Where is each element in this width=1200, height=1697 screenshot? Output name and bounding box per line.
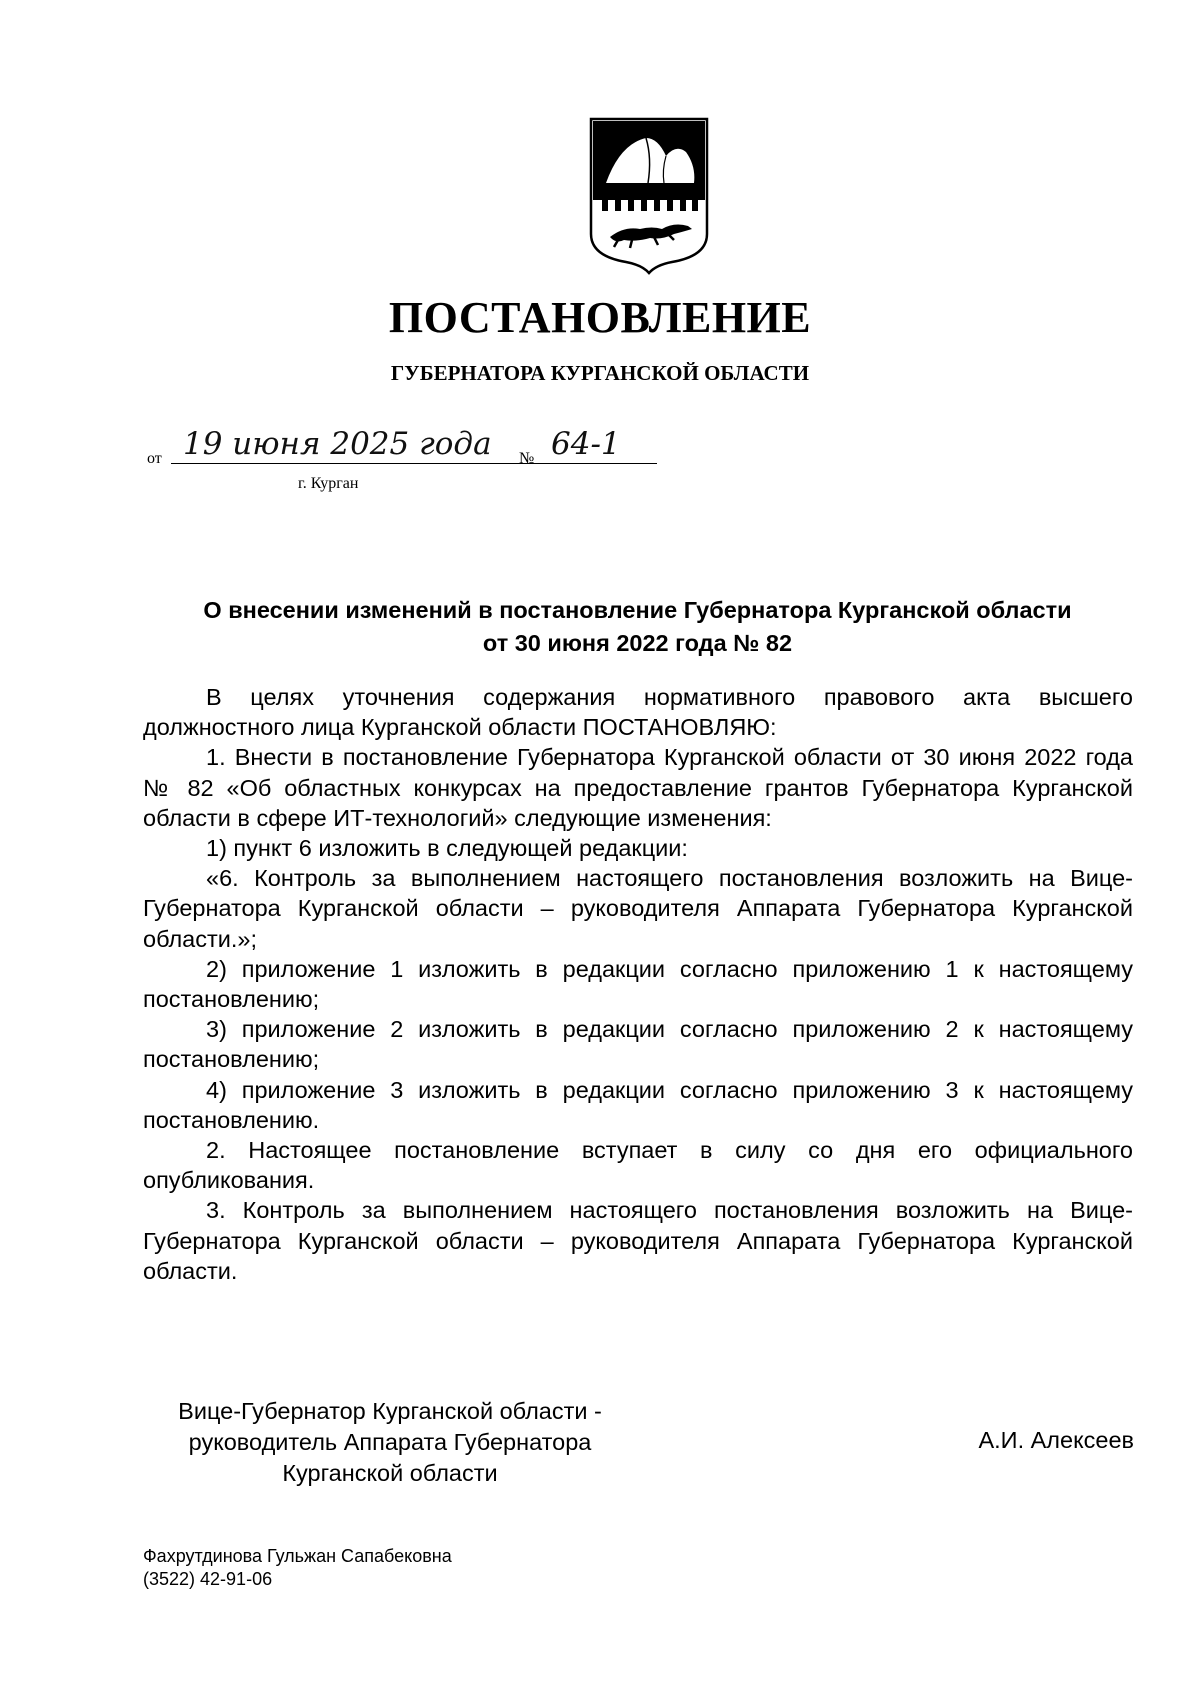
position-line-2: руководитель Аппарата Губернатора	[188, 1429, 592, 1455]
heading-line-2: от 30 июня 2022 года № 82	[482, 630, 793, 656]
document-heading	[140, 594, 1135, 660]
paragraph: 2. Настоящее постановление вступает в силу со дня его официального опубликования.	[143, 1137, 1133, 1194]
handwritten-number: 64-1	[551, 426, 621, 462]
paragraph: 1. Внести в постановление Губернатора Курганской области от 30 июня 2022 года № 82 «Об областных конкурсах на предоставление грантов Губернатора Курганской области в сфере ИТ-технологий» следующие изменения:	[143, 744, 1133, 831]
paragraph: «6. Контроль за выполнением настоящего постановления возложить на Вице-Губернатора Курганской области – руководителя Аппарата Губернатора Курганской области.»;	[143, 865, 1133, 952]
paragraph: В целях уточнения содержания нормативного правового акта высшего должностного лица Курганской области ПОСТАНОВЛЯЮ:	[143, 684, 1133, 741]
paragraph: 1) пункт 6 изложить в следующей редакции:	[206, 835, 688, 862]
signatory-name: А.И. Алексеев	[978, 1427, 1134, 1453]
position-line-3: Курганской области	[282, 1460, 498, 1486]
paragraph: 3. Контроль за выполнением настоящего постановления возложить на Вице-Губернатора Курганской области – руководителя Аппарата Губернатора Курганской области.	[143, 1197, 1133, 1284]
executor-info	[143, 1545, 452, 1591]
date-underline	[171, 463, 657, 464]
date-number-line	[147, 426, 707, 492]
executor-name: Фахрутдинова Гульжан Сапабековна	[143, 1546, 452, 1566]
handwritten-date: 19 июня 2025 года	[183, 426, 492, 462]
document-title: ПОСТАНОВЛЕНИЕ	[388, 293, 812, 342]
signatory-position	[140, 1396, 640, 1489]
from-label: от	[147, 450, 162, 467]
paragraph: 4) приложение 3 изложить в редакции согласно приложению 3 к настоящему постановлению.	[143, 1076, 1133, 1133]
heading-line-1: О внесении изменений в постановление Губернатора Курганской области	[203, 597, 1072, 623]
executor-phone: (3522) 42-91-06	[143, 1569, 273, 1589]
paragraph: 2) приложение 1 изложить в редакции согласно приложению 1 к настоящему постановлению;	[143, 955, 1133, 1013]
paragraph: 3) приложение 2 изложить в редакции согласно приложению 2 к настоящему постановлению;	[143, 1016, 1133, 1073]
city-label: г. Курган	[298, 475, 359, 492]
document-body	[143, 682, 1133, 1286]
coat-of-arms-emblem	[588, 116, 710, 276]
document-subtitle: ГУБЕРНАТОРА КУРГАНСКОЙ ОБЛАСТИ	[390, 361, 810, 385]
number-label: №	[519, 450, 535, 467]
position-line-1: Вице-Губернатор Курганской области -	[178, 1398, 602, 1424]
